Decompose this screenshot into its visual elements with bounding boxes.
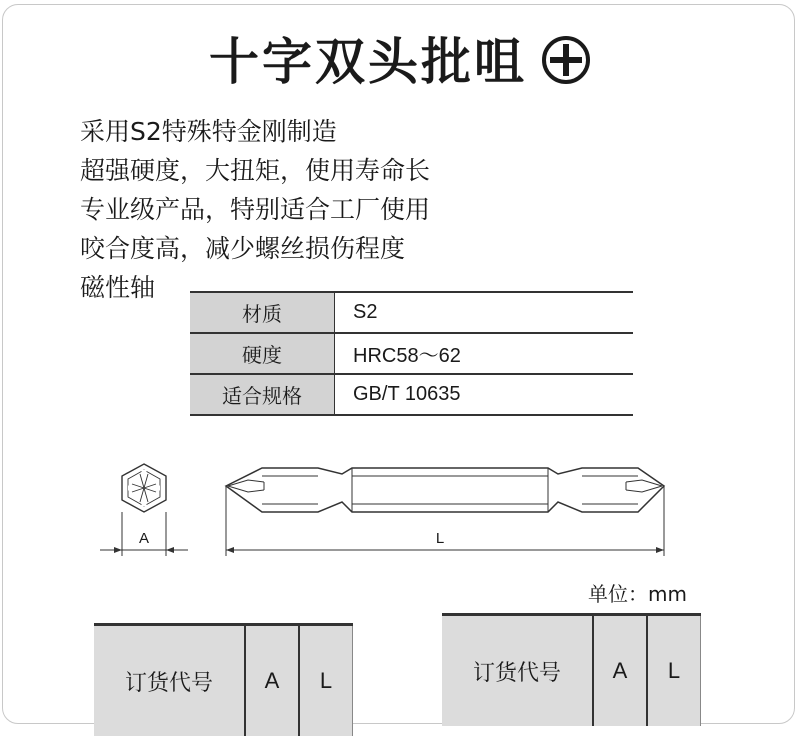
bit-side-view xyxy=(226,468,664,512)
order-header-row xyxy=(94,625,353,736)
phillips-cross-icon xyxy=(541,35,591,85)
order-a-header: A xyxy=(593,615,647,727)
spec-row xyxy=(190,292,633,333)
feature-list xyxy=(80,112,430,307)
order-l-header: L xyxy=(647,615,701,727)
spec-row xyxy=(190,333,633,374)
order-header-row xyxy=(442,615,701,727)
bit-technical-drawing xyxy=(0,440,800,570)
spec-row xyxy=(190,374,633,415)
spec-value: HRC58～62 xyxy=(335,333,634,374)
spec-value: S2 xyxy=(335,292,634,333)
product-title xyxy=(0,22,800,94)
order-code-header: 订货代号 xyxy=(94,625,245,736)
dim-arrow xyxy=(656,547,664,553)
order-table-left xyxy=(94,623,353,736)
order-table-right xyxy=(442,613,701,726)
spec-key: 硬度 xyxy=(190,333,335,374)
dim-arrow xyxy=(226,547,234,553)
dim-arrow xyxy=(114,547,122,553)
feature-item: 咬合度高，减少螺丝损伤程度 xyxy=(80,229,430,268)
spec-value: GB/T 10635 xyxy=(335,374,634,415)
dim-l-label: L xyxy=(436,530,444,547)
title-text: 十字双头批咀 xyxy=(209,33,527,91)
feature-item: 采用S2特殊特金刚制造 xyxy=(80,112,430,151)
spec-key: 材质 xyxy=(190,292,335,333)
order-a-header: A xyxy=(245,625,299,736)
order-l-header: L xyxy=(299,625,353,736)
spec-table xyxy=(190,291,633,416)
spec-key: 适合规格 xyxy=(190,374,335,415)
unit-label: 单位：mm xyxy=(588,578,687,607)
feature-item: 磁性轴 xyxy=(80,268,430,307)
order-code-header: 订货代号 xyxy=(442,615,593,727)
feature-item: 超强硬度，大扭矩，使用寿命长 xyxy=(80,151,430,190)
feature-item: 专业级产品，特别适合工厂使用 xyxy=(80,190,430,229)
dim-a-label: A xyxy=(139,530,149,547)
dim-arrow xyxy=(166,547,174,553)
